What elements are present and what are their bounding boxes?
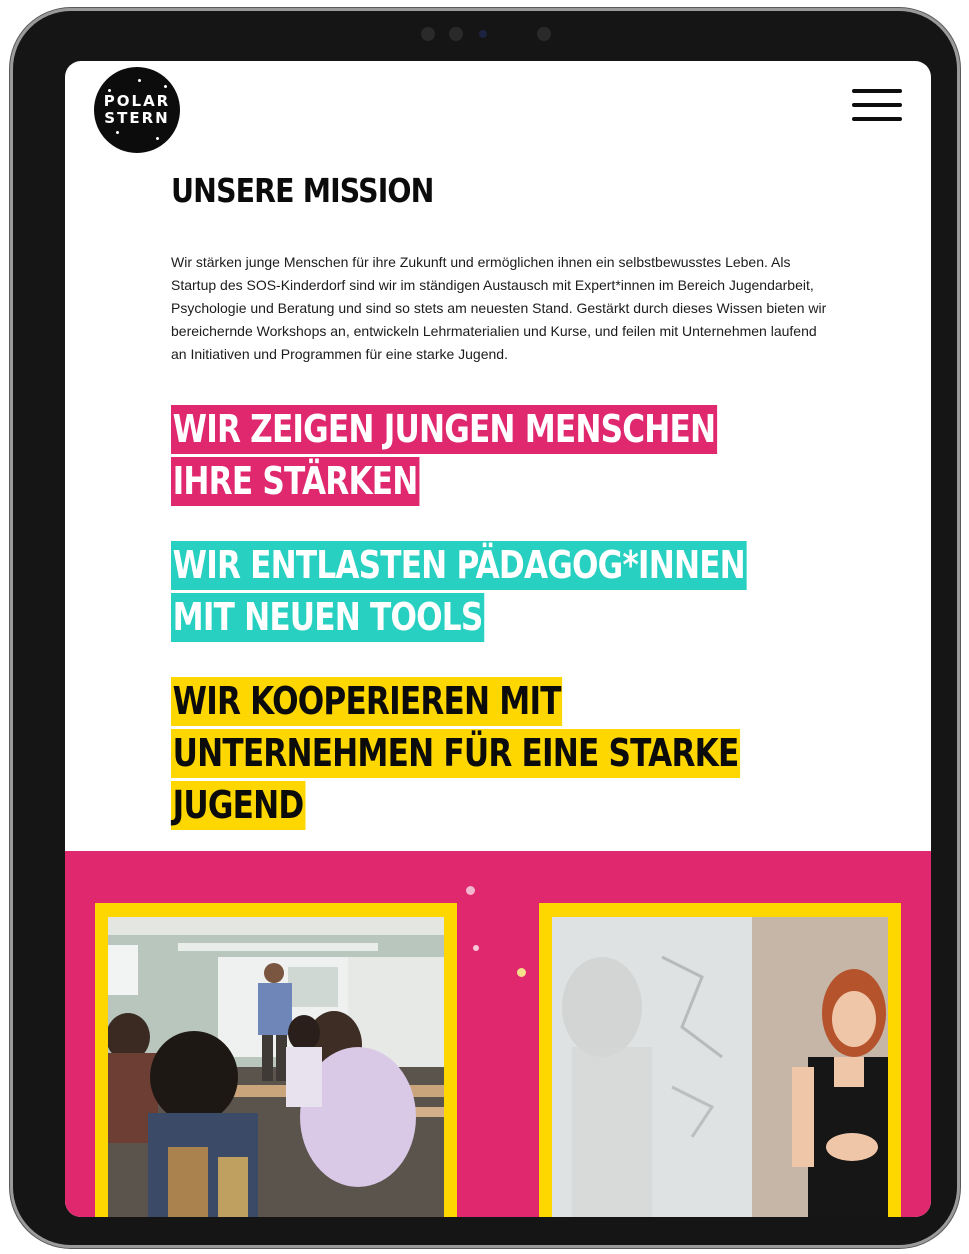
hamburger-menu-icon[interactable] — [852, 89, 902, 123]
claim-cooperation-text: WIR KOOPERIEREN MIT UNTERNEHMEN FÜR EINE STARKE JUGEND — [171, 677, 740, 830]
logo-star — [164, 85, 167, 88]
logo-star — [138, 79, 141, 82]
classroom-illustration — [108, 917, 444, 1217]
camera-lens — [479, 30, 487, 38]
menu-bar — [852, 89, 902, 93]
menu-bar — [852, 103, 902, 107]
claim-tools — [171, 539, 794, 643]
workshop-photo — [552, 917, 888, 1217]
logo-star — [116, 131, 119, 134]
polarstern-logo[interactable] — [94, 67, 180, 153]
decor-dot — [466, 886, 475, 895]
logo-star — [156, 137, 159, 140]
claim-tools-text: WIR ENTLASTEN PÄDAGOG*INNEN MIT NEUEN TOOLS — [171, 541, 747, 642]
image-section — [65, 851, 931, 1217]
claim-strengths — [171, 403, 794, 507]
classroom-photo — [108, 917, 444, 1217]
logo-text-line1: POLAR — [103, 92, 171, 110]
logo-text-line2: STERN — [104, 109, 170, 127]
camera-dot — [421, 27, 435, 41]
classroom-image-frame — [95, 903, 457, 1217]
mission-title: UNSERE MISSION — [171, 171, 434, 210]
tablet-device-frame — [13, 11, 957, 1245]
workshop-image-frame — [539, 903, 901, 1217]
mission-description: Wir stärken junge Menschen für ihre Zukunft und ermöglichen ihnen ein selbstbewusstes Leben. Als Startup des SOS-Kinderdorf sind wir im ständigen Austausch mit Expert*innen im Bereich Jugendarbeit, Psychologie und Beratung und sind so stets am neuesten Stand. Gestärkt durch dieses Wissen bieten wir bereichernde Workshops an, entwickeln Lehrmaterialien und Kurse, und feilen mit Unternehmen laufend an Initiativen und Programmen für eine starke Jugend. — [171, 254, 827, 362]
menu-bar — [852, 117, 902, 121]
decor-dot — [517, 968, 526, 977]
browser-viewport — [65, 61, 931, 1217]
sensor-dot — [449, 27, 463, 41]
workshop-illustration — [552, 917, 888, 1217]
sensor-dot — [537, 27, 551, 41]
claim-strengths-text: WIR ZEIGEN JUNGEN MENSCHEN IHRE STÄRKEN — [171, 405, 717, 506]
logo-star — [108, 89, 111, 92]
claim-cooperation — [171, 675, 794, 831]
decor-dot — [473, 945, 479, 951]
